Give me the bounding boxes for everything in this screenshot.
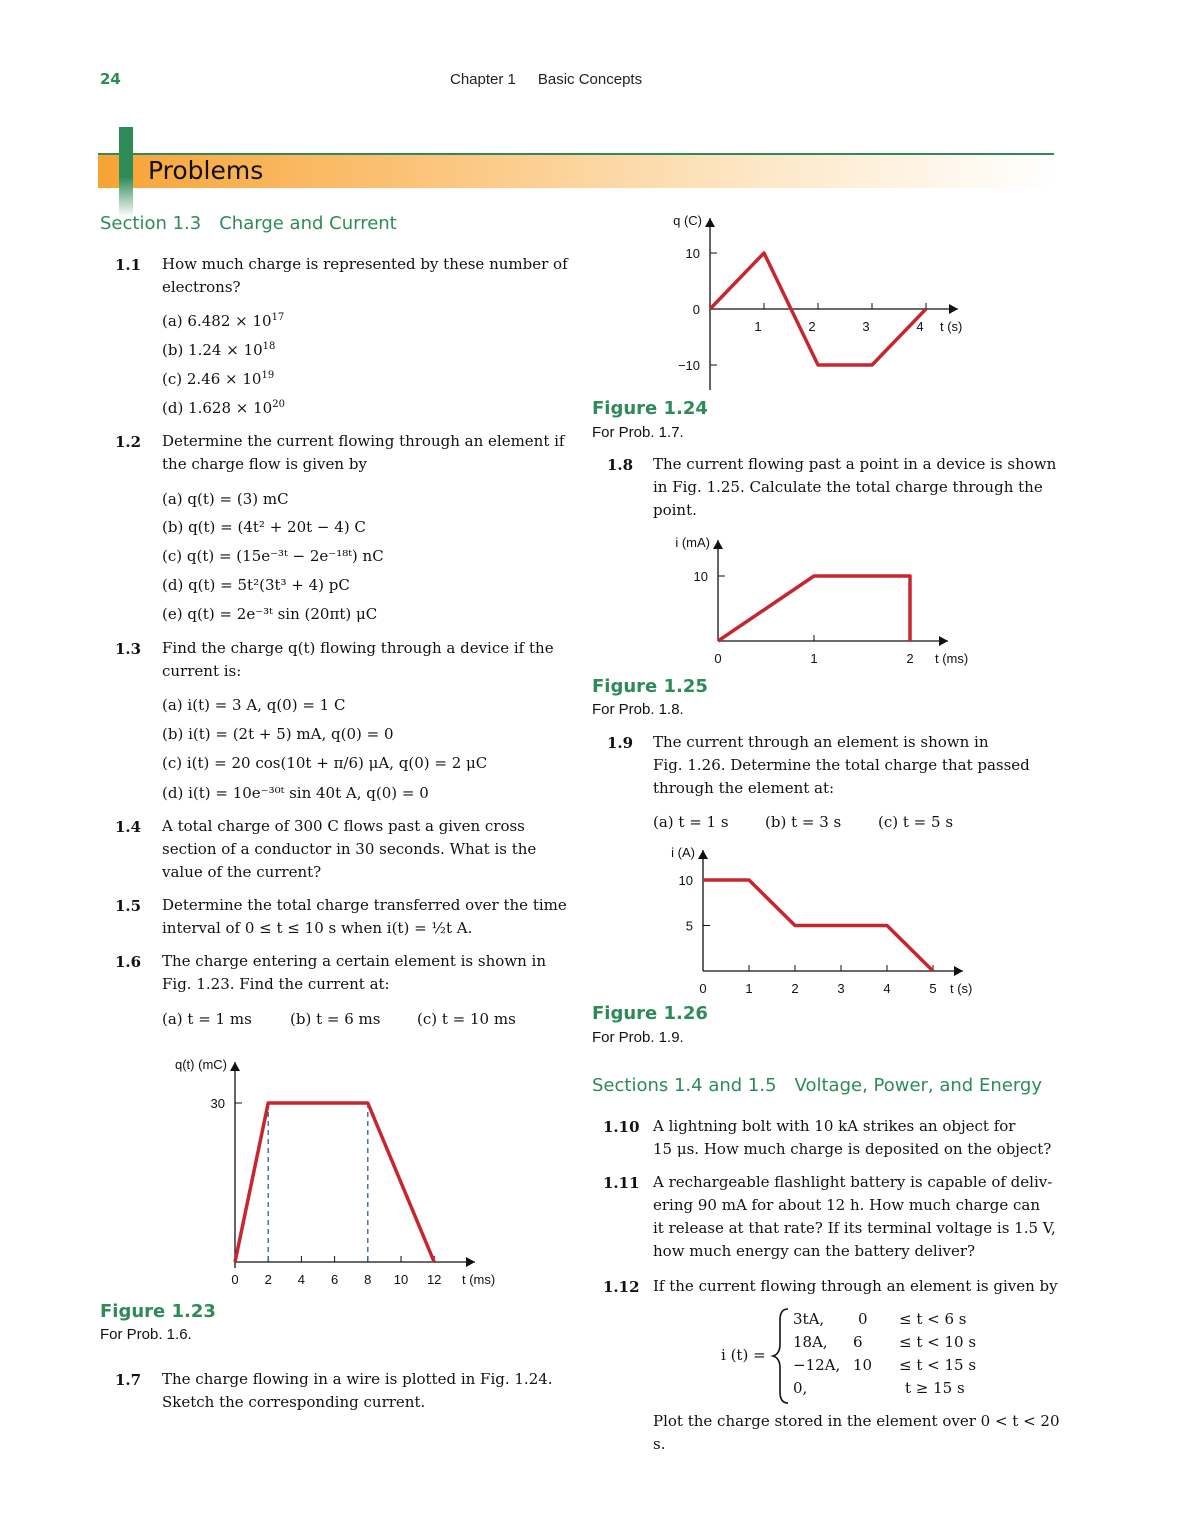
piecewise-row <box>793 1310 993 1333</box>
text-line: current is: <box>162 662 242 680</box>
x-tick-label: 8 <box>364 1272 372 1287</box>
x-tick-label: 2 <box>808 319 816 334</box>
figure-reference: For Prob. 1.9. <box>592 1029 684 1046</box>
y-axis-label: i (A) <box>671 845 695 860</box>
banner-tab <box>119 127 133 177</box>
x-axis-arrow <box>466 1257 475 1267</box>
y-axis-label: q (C) <box>673 213 702 228</box>
x-tick-label: 1 <box>745 981 753 996</box>
x-tick-label: 10 <box>393 1272 409 1287</box>
option-c: (c) t = 5 s <box>878 813 954 831</box>
figure-reference: For Prob. 1.8. <box>592 701 684 718</box>
figure-caption: Figure 1.24 <box>592 398 708 419</box>
y-tick-label: 10 <box>685 246 700 261</box>
figure-reference: For Prob. 1.7. <box>592 424 684 441</box>
figure-caption: Figure 1.26 <box>592 1003 708 1024</box>
x-tick-label: 6 <box>330 1272 339 1287</box>
x-tick-label: 1 <box>754 319 762 334</box>
problem-text <box>162 815 572 884</box>
problem-number: 1.3 <box>115 640 142 658</box>
text-line: Determine the current flowing through an element if <box>162 432 565 450</box>
figure-caption: Figure 1.25 <box>592 676 708 697</box>
chapter-title: Basic Concepts <box>537 71 643 88</box>
text-line: it release at that rate? If its terminal voltage is 1.5 V, <box>653 1219 1056 1237</box>
problem-text <box>162 894 572 940</box>
x-tick-label: 4 <box>883 981 891 996</box>
option-text: (d) 1.628 × 10 <box>162 399 273 417</box>
figure-1-23-chart <box>150 1050 530 1295</box>
y-axis-arrow <box>230 1062 240 1071</box>
option-a: (a) t = 1 ms <box>162 1010 252 1028</box>
row-value: 3tA, <box>793 1310 825 1328</box>
x-axis-arrow <box>939 636 948 646</box>
y-tick-label: 30 <box>210 1096 225 1111</box>
x-tick-label: 0 <box>231 1272 239 1287</box>
option-d: (d) i(t) = 10e⁻³⁰ᵗ sin 40t A, q(0) = 0 <box>162 784 429 802</box>
x-axis-label: t (s) <box>940 319 963 334</box>
option-c: (c) i(t) = 20 cos(10t + π/6) μA, q(0) = 2 μC <box>162 754 488 772</box>
option-b: (b) t = 6 ms <box>290 1010 381 1028</box>
figure-1-24-chart <box>640 210 1000 395</box>
row-value: −12A, <box>793 1356 841 1374</box>
running-header <box>450 71 642 88</box>
text-line: Fig. 1.23. Find the current at: <box>162 975 390 993</box>
y-axis-arrow <box>698 850 708 859</box>
y-tick-label: 10 <box>693 569 708 584</box>
option-d: (d) q(t) = 5t²(3t³ + 4) pC <box>162 576 350 594</box>
text-line: in Fig. 1.25. Calculate the total charge through the <box>653 478 1043 496</box>
y-axis-label: q(t) (mC) <box>175 1057 227 1072</box>
option-text: (c) 2.46 × 10 <box>162 370 262 388</box>
problem-text <box>653 731 1063 800</box>
text-line: through the element at: <box>653 779 835 797</box>
x-tick-label: 0 <box>699 981 707 996</box>
option-b: (b) t = 3 s <box>765 813 842 831</box>
problem-text <box>162 950 572 996</box>
exponent: 17 <box>271 312 285 323</box>
text-line: The charge entering a certain element is shown in <box>162 952 547 970</box>
option-text: (a) 6.482 × 10 <box>162 312 272 330</box>
problem-number: 1.9 <box>607 734 634 752</box>
x-axis-label: t (s) <box>950 981 973 996</box>
piecewise-row <box>793 1379 993 1402</box>
x-tick-label: 5 <box>929 981 937 996</box>
text-line: A rechargeable flashlight battery is capable of deliv- <box>653 1173 1053 1191</box>
option-b <box>162 341 275 359</box>
problem-number: 1.11 <box>603 1174 640 1192</box>
text-line: 15 μs. How much charge is deposited on the object? <box>653 1140 1052 1158</box>
problem-number: 1.1 <box>115 256 142 274</box>
page-number: 24 <box>100 70 121 88</box>
left-brace <box>770 1306 792 1406</box>
text-line: the charge flow is given by <box>162 455 367 473</box>
text-line: A lightning bolt with 10 kA strikes an object for <box>653 1117 1016 1135</box>
section-1-4-1-5-heading <box>592 1075 1042 1096</box>
x-axis-label: t (ms) <box>935 651 969 666</box>
option-a: (a) t = 1 s <box>653 813 729 831</box>
problem-text <box>653 1171 1063 1263</box>
text-line: value of the current? <box>162 863 322 881</box>
piecewise-rows <box>793 1310 993 1402</box>
text-line: Find the charge q(t) flowing through a device if the <box>162 639 554 657</box>
y-axis-arrow <box>705 218 715 227</box>
section-number: Sections 1.4 and 1.5 <box>592 1075 777 1096</box>
figure-caption: Figure 1.23 <box>100 1301 216 1322</box>
row-lower: 0 <box>858 1310 868 1328</box>
text-line: The current flowing past a point in a device is shown <box>653 455 1057 473</box>
x-axis-label: t (ms) <box>462 1272 496 1287</box>
option-c: (c) q(t) = (15e⁻³ᵗ − 2e⁻¹⁸ᵗ) nC <box>162 547 384 565</box>
problem-text <box>653 1115 1063 1161</box>
x-tick-label: 2 <box>906 651 914 666</box>
data-line <box>235 1103 434 1262</box>
option-b: (b) i(t) = (2t + 5) mA, q(0) = 0 <box>162 725 394 743</box>
y-axis-label: i (mA) <box>675 535 710 550</box>
data-line <box>703 880 933 971</box>
problem-closing: Plot the charge stored in the element over 0 < t < 20 s. <box>653 1412 1060 1453</box>
piecewise-row <box>793 1356 993 1379</box>
text-line: The current through an element is shown in <box>653 733 989 751</box>
text-line: section of a conductor in 30 seconds. What is the <box>162 840 537 858</box>
y-tick-label: −10 <box>677 358 700 373</box>
piecewise-row <box>793 1333 993 1356</box>
y-tick-label: 0 <box>692 302 700 317</box>
row-lower: 6 <box>853 1333 863 1351</box>
figure-reference: For Prob. 1.6. <box>100 1326 192 1343</box>
section-number: Section 1.3 <box>100 213 202 234</box>
x-tick-label: 3 <box>862 319 870 334</box>
row-condition: t ≥ 15 s <box>905 1379 965 1397</box>
problem-text <box>162 430 572 476</box>
x-tick-label: 4 <box>916 319 924 334</box>
figure-1-26-chart <box>640 840 1000 1000</box>
option-c: (c) t = 10 ms <box>417 1010 516 1028</box>
text-line: how much energy can the battery deliver? <box>653 1242 976 1260</box>
problem-text <box>162 637 572 683</box>
option-a: (a) q(t) = (3) mC <box>162 490 289 508</box>
section-title: Voltage, Power, and Energy <box>794 1075 1042 1096</box>
text-line: point. <box>653 501 697 519</box>
section-1-3-heading <box>100 213 397 234</box>
figure-1-25-chart <box>640 530 1000 670</box>
banner-tab-fade <box>119 177 133 217</box>
problem-number: 1.6 <box>115 953 142 971</box>
problem-text: If the current flowing through an element is given by <box>653 1277 1058 1295</box>
option-d <box>162 399 285 417</box>
option-c <box>162 370 274 388</box>
exponent: 19 <box>261 370 275 381</box>
section-title: Charge and Current <box>219 213 397 234</box>
text-line: Sketch the corresponding current. <box>162 1393 426 1411</box>
text-line: interval of 0 ≤ t ≤ 10 s when i(t) = ½t A. <box>162 919 473 937</box>
row-condition: ≤ t < 15 s <box>899 1356 977 1374</box>
x-tick-label: 12 <box>426 1272 442 1287</box>
y-axis-arrow <box>713 540 723 549</box>
text-line: ering 90 mA for about 12 h. How much charge can <box>653 1196 1041 1214</box>
problem-number: 1.8 <box>607 456 634 474</box>
text-line: electrons? <box>162 278 241 296</box>
banner-rule <box>98 153 1054 155</box>
x-tick-label: 2 <box>791 981 799 996</box>
text-line: Fig. 1.26. Determine the total charge that passed <box>653 756 1030 774</box>
problem-number: 1.10 <box>603 1118 640 1136</box>
x-tick-label: 3 <box>837 981 845 996</box>
problems-title: Problems <box>148 156 264 185</box>
problem-text <box>162 1368 572 1414</box>
option-b: (b) q(t) = (4t² + 20t − 4) C <box>162 518 366 536</box>
row-lower: 10 <box>853 1356 873 1374</box>
problem-number: 1.7 <box>115 1371 142 1389</box>
text-line: A total charge of 300 C flows past a given cross <box>162 817 525 835</box>
row-condition: ≤ t < 10 s <box>899 1333 977 1351</box>
problem-text <box>653 453 1063 522</box>
x-tick-label: 1 <box>810 651 818 666</box>
option-e: (e) q(t) = 2e⁻³ᵗ sin (20πt) μC <box>162 605 378 623</box>
problem-number: 1.2 <box>115 433 142 451</box>
row-value: 18A, <box>793 1333 828 1351</box>
exponent: 18 <box>262 341 276 352</box>
y-tick-label: 5 <box>685 918 693 934</box>
problem-number: 1.4 <box>115 818 142 836</box>
option-text: (b) 1.24 × 10 <box>162 341 263 359</box>
chapter-label: Chapter 1 <box>450 71 516 88</box>
text-line: The charge flowing in a wire is plotted in Fig. 1.24. <box>162 1370 553 1388</box>
x-axis-arrow <box>954 966 963 976</box>
text-line: Determine the total charge transferred over the time <box>162 896 567 914</box>
row-value: 0, <box>793 1379 808 1397</box>
option-a <box>162 312 284 330</box>
data-line <box>718 576 910 641</box>
x-tick-label: 4 <box>297 1272 306 1287</box>
x-tick-label: 2 <box>264 1272 272 1287</box>
x-axis-arrow <box>949 304 958 314</box>
y-tick-label: 10 <box>678 873 693 888</box>
x-tick-label: 0 <box>714 651 722 666</box>
piecewise-lhs: i (t) = <box>721 1346 766 1364</box>
text-line: How much charge is represented by these number of <box>162 255 568 273</box>
problem-text <box>162 253 572 299</box>
problem-number: 1.5 <box>115 897 142 915</box>
problem-number: 1.12 <box>603 1278 640 1296</box>
row-condition: ≤ t < 6 s <box>899 1310 967 1328</box>
exponent: 20 <box>272 399 285 410</box>
option-a: (a) i(t) = 3 A, q(0) = 1 C <box>162 696 346 714</box>
